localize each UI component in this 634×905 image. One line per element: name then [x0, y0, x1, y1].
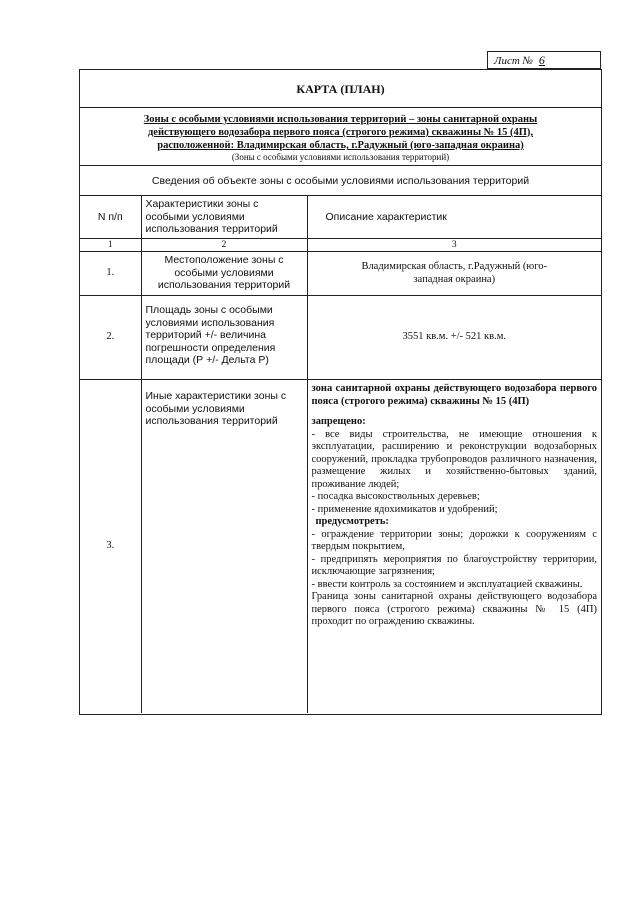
column-number: 3 — [307, 238, 601, 252]
provide-item: - ввести контроль за состоянием и эксплуатацией скважины. — [311, 578, 583, 590]
page-title: КАРТА (ПЛАН) — [80, 70, 601, 108]
column-number: 2 — [141, 238, 307, 252]
row-description: Владимирская область, г.Радужный (юго-западная окраина) — [307, 252, 601, 296]
sheet-number-box — [487, 51, 601, 69]
prohibited-item: - применение ядохимикатов и удобрений; — [311, 503, 498, 515]
zone-title-line: Зоны с особыми условиями использования территорий – зоны санитарной охраны — [143, 114, 538, 125]
header-num: N п/п — [80, 196, 141, 238]
boundary-text: Граница зоны санитарной охраны действующего водозабора первого пояса (строгого режима) скважины № 15 (4П) проходит по ограждению скважины. — [311, 591, 597, 627]
info-header: Сведения об объекте зоны с особыми условиями использования территорий — [80, 166, 601, 196]
header-description: Описание характеристик — [307, 196, 601, 238]
header-characteristic: Характеристики зоны с особыми условиями использования территорий — [141, 196, 307, 238]
zone-title-line: расположенной: Владимирская область, г.Радужный (юго-западная окраина) — [157, 140, 524, 151]
table-row — [80, 296, 601, 380]
document-frame — [79, 69, 602, 715]
column-number: 1 — [80, 238, 141, 252]
characteristics-table — [80, 196, 601, 713]
sheet-label: Лист № — [494, 55, 533, 67]
provide-label: предусмотреть: — [315, 516, 389, 527]
zone-description-title: зона санитарной охраны действующего водозабора первого пояса (строгого режима) скважины № 15 (4П) — [311, 383, 597, 407]
table-header-row — [80, 196, 601, 238]
zone-title-line: действующего водозабора первого пояса (строгого режима) скважины № 15 (4П), — [148, 127, 533, 138]
prohibited-label: запрещено: — [311, 416, 366, 427]
prohibited-item: - все виды строительства, не имеющие отношения к эксплуатации, расширению и реконструкции водозаборных сооружений, прокладка трубопроводов различного назначения, размещение жилых и хозяйственно-бытовых зданий, проживание людей; — [311, 428, 597, 490]
prohibited-item: - посадка высокоствольных деревьев; — [311, 491, 480, 502]
row-characteristic: Иные характеристики зоны с особыми условиями использования территорий — [141, 380, 307, 713]
row-number: 3. — [80, 380, 141, 713]
table-row — [80, 380, 601, 713]
sheet-number: 6 — [538, 53, 545, 67]
zone-note: (Зоны с особыми условиями использования территорий) — [231, 152, 450, 162]
column-number-row — [80, 238, 601, 252]
zone-title-block — [80, 108, 601, 166]
row-number: 1. — [80, 252, 141, 296]
row-description: 3551 кв.м. +/- 521 кв.м. — [307, 296, 601, 380]
row-number: 2. — [80, 296, 141, 380]
provide-item: - ограждение территории зоны; дорожки к сооружениям с твердым покрытием, — [311, 528, 597, 552]
row-description-block — [307, 380, 601, 713]
table-row — [80, 252, 601, 296]
provide-item: - предприпять мероприятия по благоустройству территории, исключающие загрязнения; — [311, 553, 597, 577]
row-characteristic: Местоположение зоны с особыми условиями использования территорий — [141, 252, 307, 296]
row-characteristic: Площадь зоны с особыми условиями использования территорий +/- величина погрешности определения площади (Р +/- Дельта Р) — [141, 296, 307, 380]
